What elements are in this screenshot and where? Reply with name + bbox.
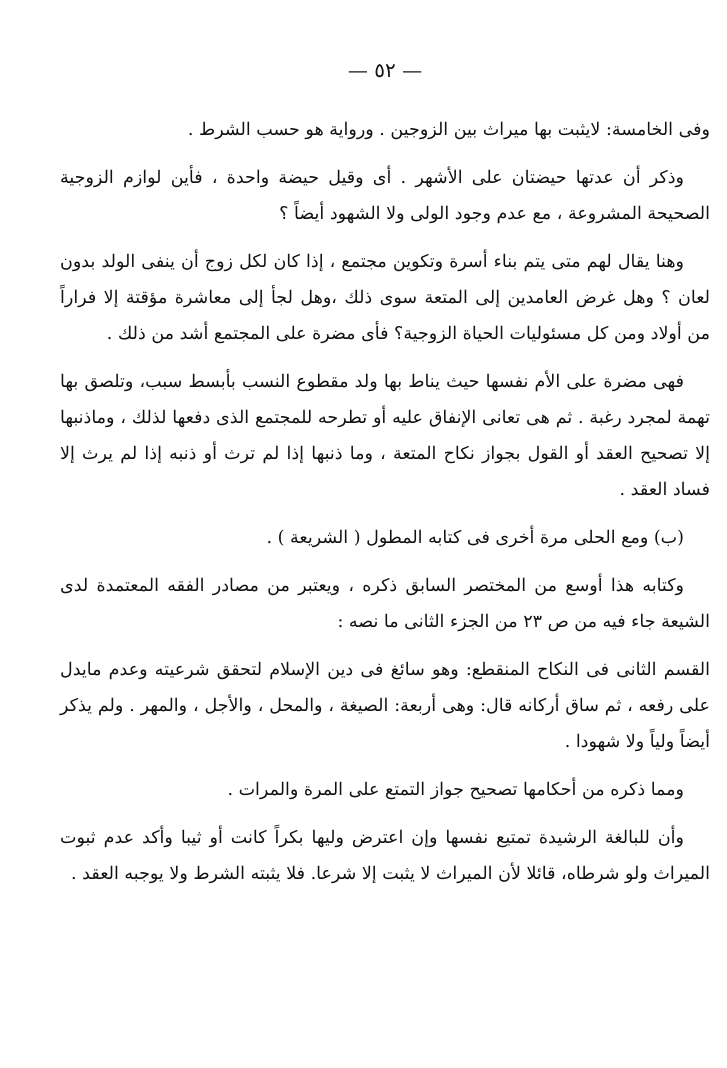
paragraph-7-quote: القسم الثانى فى النكاح المنقطع: وهو سائغ فى دين الإسلام لتحقق شرعيته وعدم مايدل على رفعه ، ثم ساق أركانه قال: وهى أربعة: الصيغة ، والمحل ، والأجل ، والمهر . ولم يذكر أيضاً ولياً ولا شهودا . bbox=[60, 660, 710, 752]
paragraph-8: ومما ذكره من أحكامها تصحيح جواز التمتع على المرة والمرات . bbox=[227, 780, 684, 800]
paragraph-3: وهنا يقال لهم متى يتم بناء أسرة وتكوين مجتمع ، إذا كان لكل زوج أن ينفى الولد بدون لعان ؟ وهل غرض العامدين إلى المتعة سوى ذلك ،وهل لجأ إلى معاشرة مؤقتة إلا فراراً من أولاد ومن كل مسئوليات الحياة الزوجية؟ فأى مضرة على المجتمع أشد من ذلك . bbox=[60, 252, 710, 344]
paragraph-2: وذكر أن عدتها حيضتان على الأشهر . أى وقيل حيضة واحدة ، فأين لوازم الزوجية الصحيحة المشروعة ، مع عدم وجود الولى ولا الشهود أيضاً ؟ bbox=[60, 168, 710, 224]
paragraph-9: وأن للبالغة الرشيدة تمتيع نفسها وإن اعترض وليها بكراً كانت أو ثيبا وأكد عدم ثبوت الميراث ولو شرطاه، قائلا لأن الميراث لا يثبت إلا شرعا. فلا يثبته الشرط ولا يوجبه العقد . bbox=[60, 828, 710, 884]
paragraph-5-heading: (ب) ومع الحلى مرة أخرى فى كتابه المطول ( الشريعة ) . bbox=[266, 528, 684, 548]
paragraph-4: فهى مضرة على الأم نفسها حيث يناط بها ولد مقطوع النسب بأبسط سبب، وتلصق بها تهمة لمجرد رغبة . ثم هى تعانى الإنفاق عليه أو تطرحه للمجتمع الذى دفعها لذلك ، وماذنبها إلا تصحيح العقد أو القول بجواز نكاح المتعة ، وما ذنبها إذا لم ترث أو ذنبه إذا لم يرث إلا فساد العقد . bbox=[60, 372, 710, 500]
paragraph-6: وكتابه هذا أوسع من المختصر السابق ذكره ، ويعتبر من مصادر الفقه المعتمدة لدى الشيعة جاء فيه من ص ٢٣ من الجزء الثانى ما نصه : bbox=[60, 576, 710, 632]
page-number: — ٥٢ — bbox=[347, 58, 423, 82]
document-page bbox=[60, 56, 710, 1046]
paragraph-1: وفى الخامسة: لايثبت بها ميراث بين الزوجين . ورواية هو حسب الشرط . bbox=[187, 120, 710, 140]
